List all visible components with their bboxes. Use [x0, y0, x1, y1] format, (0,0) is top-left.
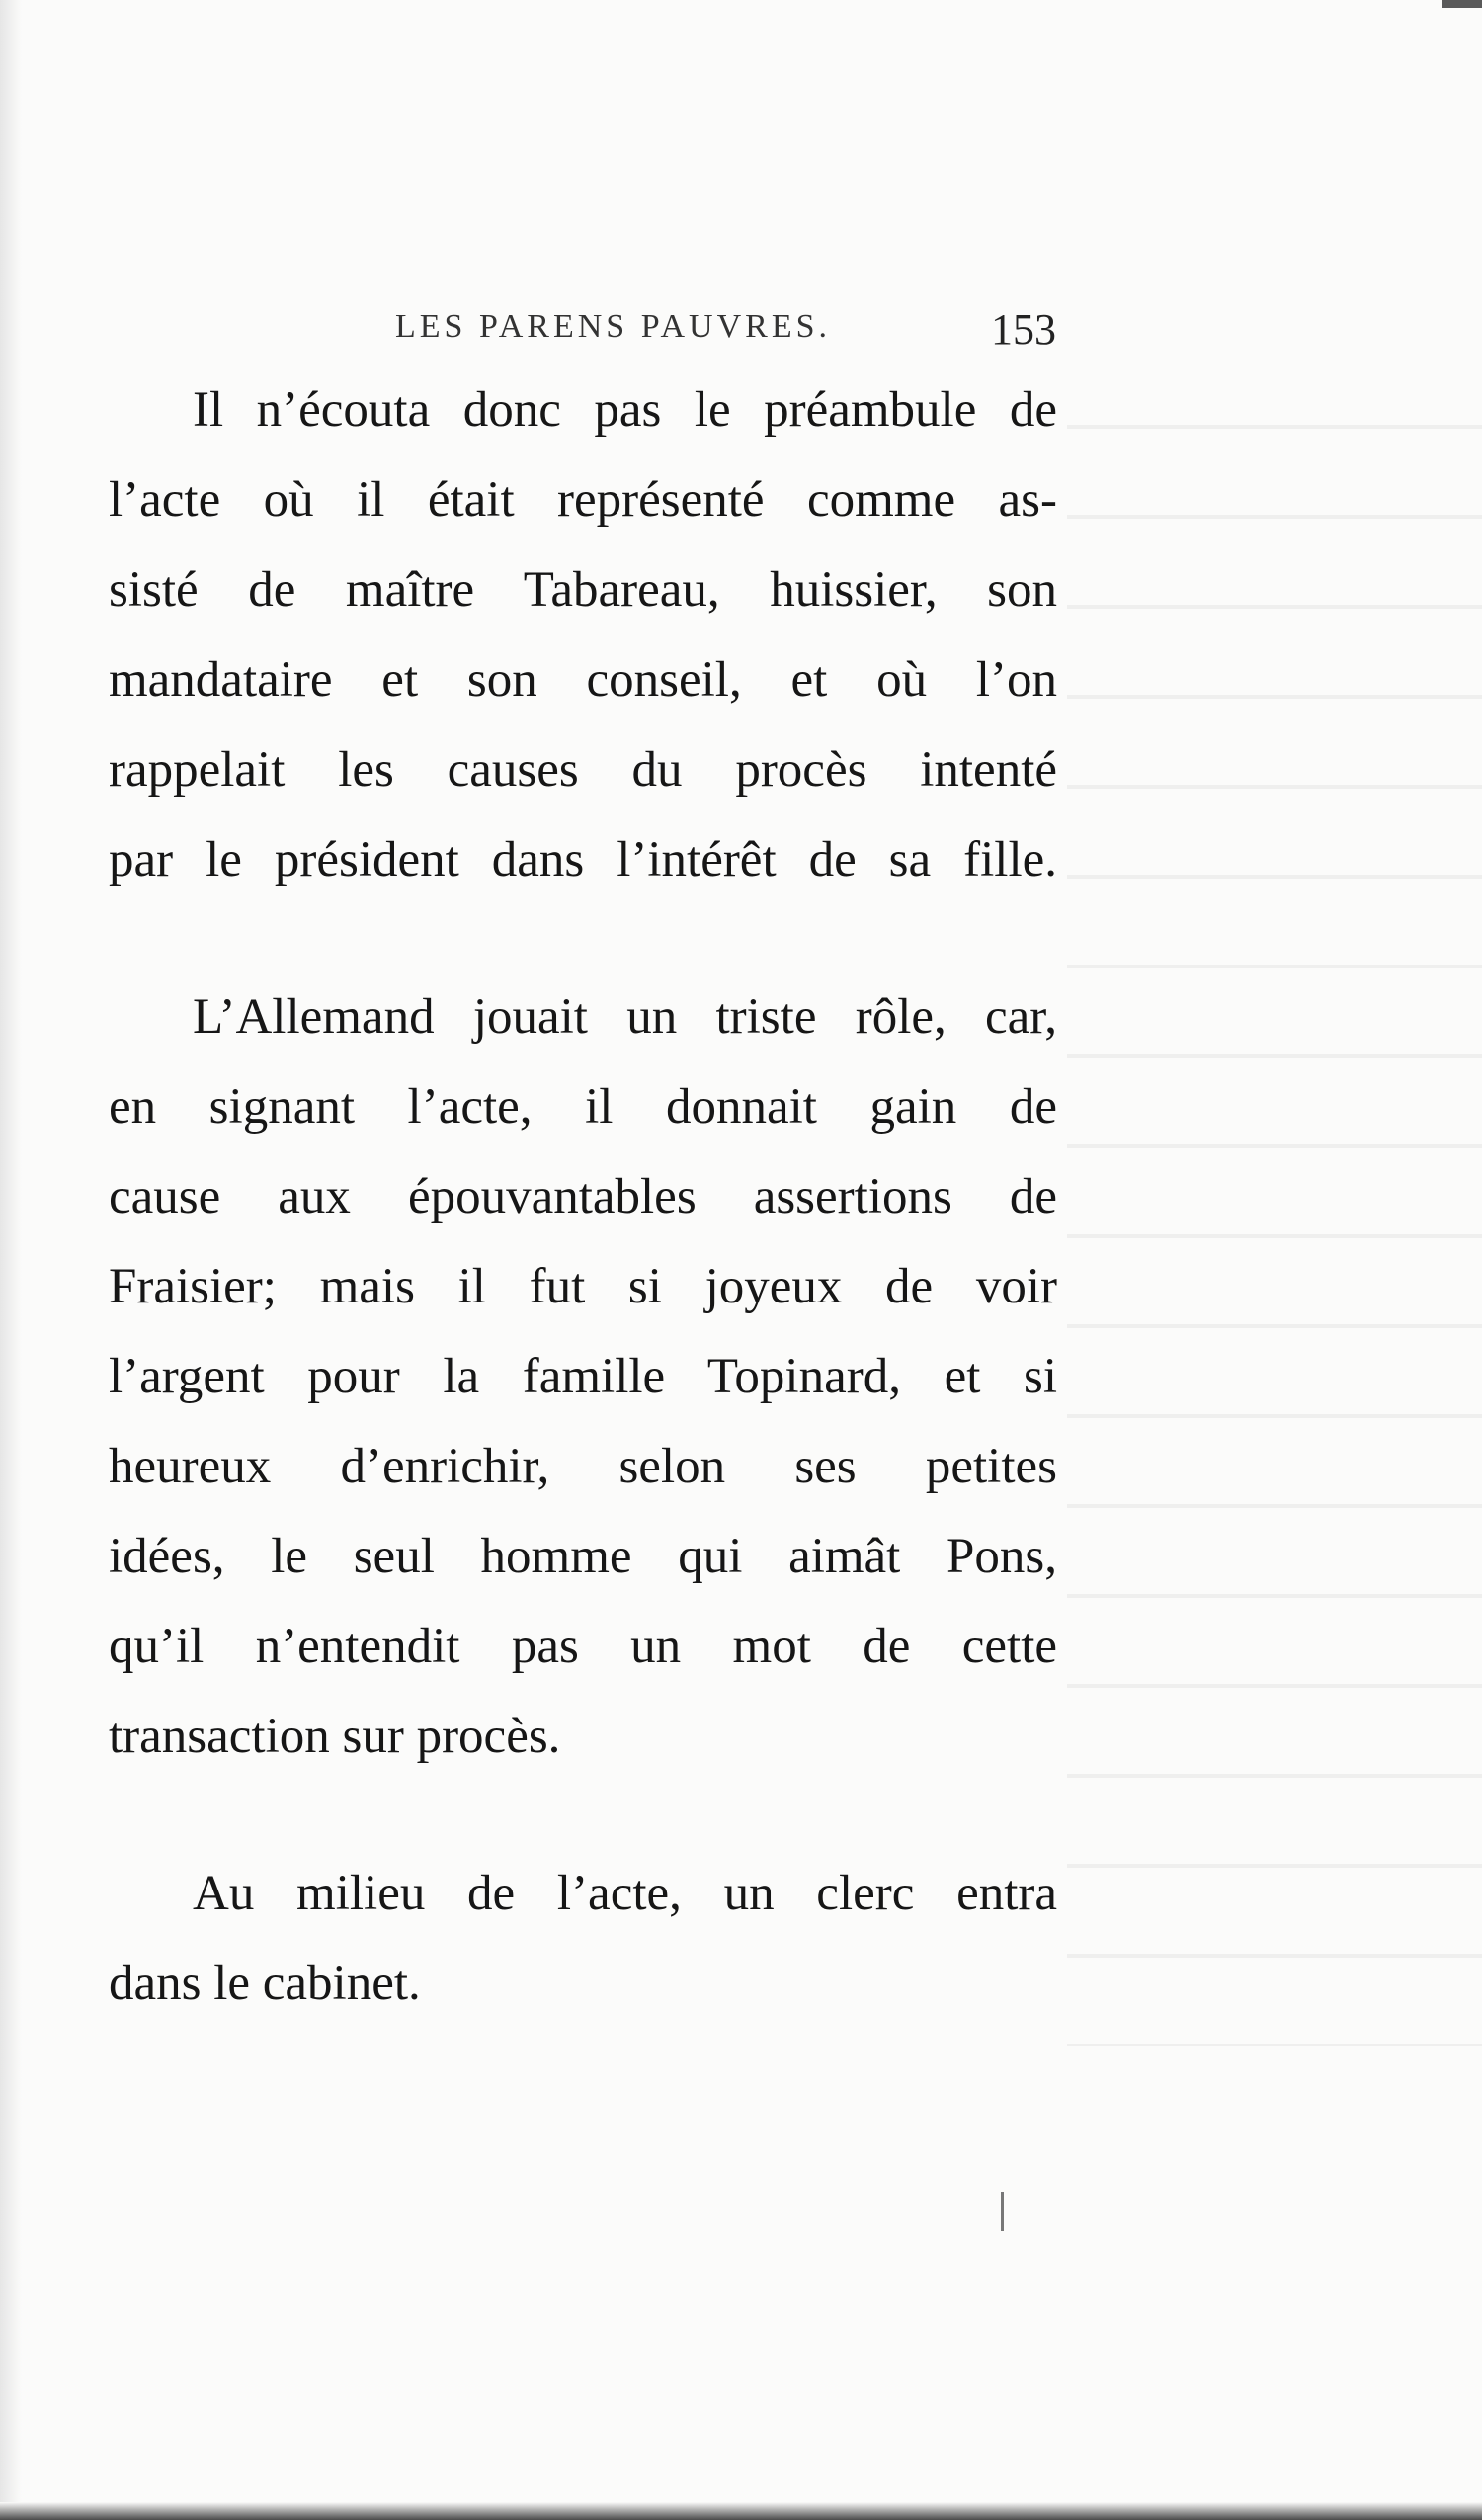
- text-line: mandataire et son conseil, et où l’on: [109, 652, 1057, 708]
- text-line: L’Allemand jouait un triste rôle, car,: [193, 989, 1057, 1045]
- text-line: cause aux épouvantables assertions de: [109, 1169, 1057, 1224]
- text-line: rappelait les causes du procès intenté: [109, 742, 1057, 798]
- page-number: 153: [991, 305, 1056, 354]
- text-line: transaction sur procès.: [109, 1709, 561, 1764]
- text-line: Il n’écouta donc pas le préambule de: [193, 382, 1057, 438]
- body-text: [109, 366, 1057, 2096]
- text-line: Au milieu de l’acte, un clerc entra: [193, 1866, 1057, 1921]
- page-bottom-shadow: [0, 2502, 1482, 2520]
- corner-mark: [1442, 0, 1482, 8]
- paragraph-2: [109, 972, 1057, 1782]
- paragraph-3: [109, 1849, 1057, 2029]
- text-line: qu’il n’entendit pas un mot de cette: [109, 1619, 1057, 1674]
- text-line: heureux d’enrichir, selon ses petites: [109, 1439, 1057, 1494]
- text-line: Fraisier; mais il fut si joyeux de voir: [109, 1259, 1057, 1314]
- text-line: dans le cabinet.: [109, 1956, 421, 2011]
- bleed-through-shadow: [1067, 366, 1482, 2046]
- text-line: l’acte où il était représenté comme as-: [109, 472, 1057, 528]
- running-title: LES PARENS PAUVRES.: [395, 308, 832, 345]
- paragraph-1: [109, 366, 1057, 905]
- text-line: en signant l’acte, il donnait gain de: [109, 1079, 1057, 1134]
- stray-ink-mark: [1001, 2192, 1004, 2231]
- text-line: idées, le seul homme qui aimât Pons,: [109, 1529, 1057, 1584]
- text-line: l’argent pour la famille Topinard, et si: [109, 1349, 1057, 1404]
- text-line: par le président dans l’intérêt de sa fille.: [109, 832, 1057, 887]
- page-edge-shadow: [0, 0, 22, 2520]
- text-line: sisté de maître Tabareau, huissier, son: [109, 562, 1057, 618]
